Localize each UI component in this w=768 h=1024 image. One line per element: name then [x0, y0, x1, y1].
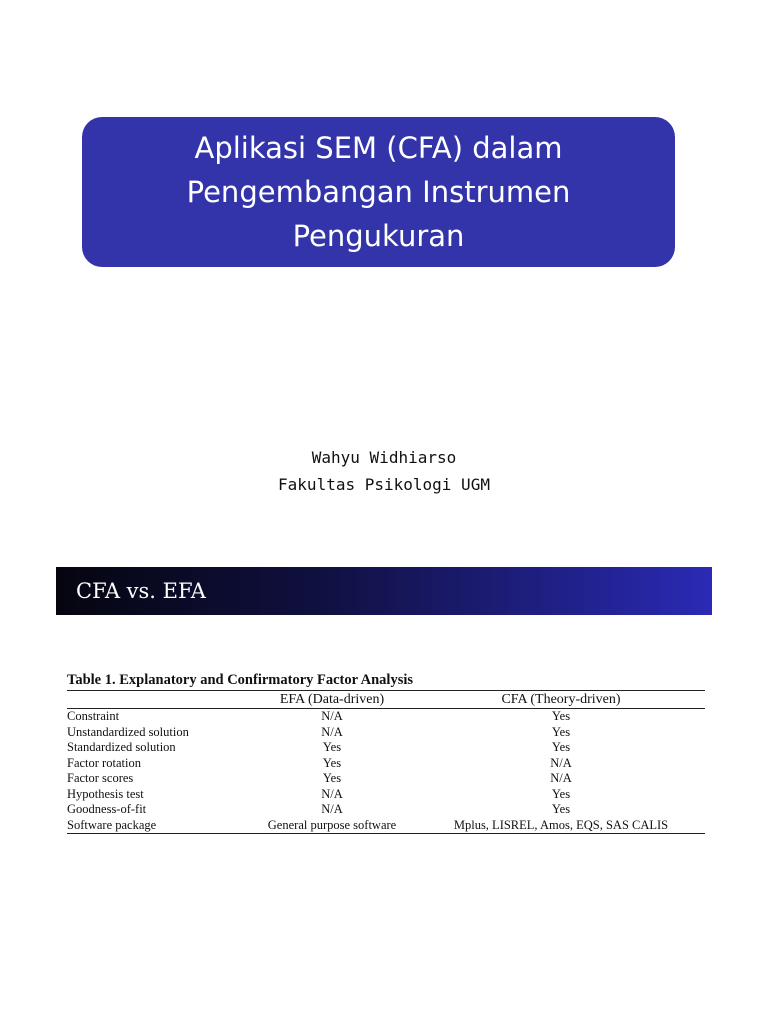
title-box — [82, 117, 675, 267]
column-header — [67, 691, 247, 709]
efa-value: N/A — [321, 709, 343, 723]
efa-value: Yes — [322, 740, 342, 754]
cfa-value: Yes — [551, 802, 571, 816]
efa-value: N/A — [321, 786, 343, 801]
efa-value: Yes — [322, 755, 342, 770]
comparison-table-area — [67, 672, 705, 834]
table-row — [67, 709, 705, 725]
row-label: Factor rotation — [67, 755, 141, 770]
table-row — [67, 771, 705, 787]
table-row — [67, 740, 705, 756]
section-header-bar — [56, 567, 712, 615]
table-row — [67, 802, 705, 818]
cfa-value: N/A — [550, 771, 572, 785]
cfa-value: Yes — [551, 709, 571, 723]
table-caption: Table 1. Explanatory and Confirmatory Factor Analysis — [67, 672, 414, 688]
efa-value: General purpose software — [267, 817, 397, 832]
cfa-value: Yes — [551, 740, 571, 754]
efa-value: N/A — [321, 802, 343, 816]
section-title: CFA vs. EFA — [76, 579, 206, 603]
row-label: Unstandardized solution — [67, 724, 189, 739]
cfa-value: Yes — [551, 724, 571, 739]
comparison-table — [67, 690, 705, 834]
slide-title: Aplikasi SEM (CFA) dalam Pengembangan Instrumen Pengukuran — [186, 131, 571, 253]
row-label: Goodness-of-fit — [67, 802, 147, 816]
cfa-value: N/A — [550, 755, 572, 770]
author-name: Wahyu Widhiarso — [311, 448, 457, 467]
row-label: Software package — [67, 817, 157, 832]
table-row — [67, 818, 705, 834]
row-label: Standardized solution — [67, 740, 176, 754]
column-header-cfa: CFA (Theory-driven) — [501, 692, 621, 707]
column-header-efa: EFA (Data-driven) — [279, 692, 385, 707]
cfa-value: Mplus, LISREL, Amos, EQS, SAS CALIS — [453, 817, 669, 832]
table-header-row — [67, 691, 705, 709]
row-label: Hypothesis test — [67, 786, 144, 801]
row-label: Factor scores — [67, 771, 134, 785]
table-row — [67, 787, 705, 803]
author-affiliation: Fakultas Psikologi UGM — [278, 475, 490, 494]
author-block — [0, 444, 768, 498]
table-row — [67, 756, 705, 772]
cfa-value: Yes — [551, 786, 571, 801]
efa-value: Yes — [322, 771, 342, 785]
table-row — [67, 725, 705, 741]
efa-value: N/A — [321, 724, 343, 739]
row-label: Constraint — [67, 709, 120, 723]
